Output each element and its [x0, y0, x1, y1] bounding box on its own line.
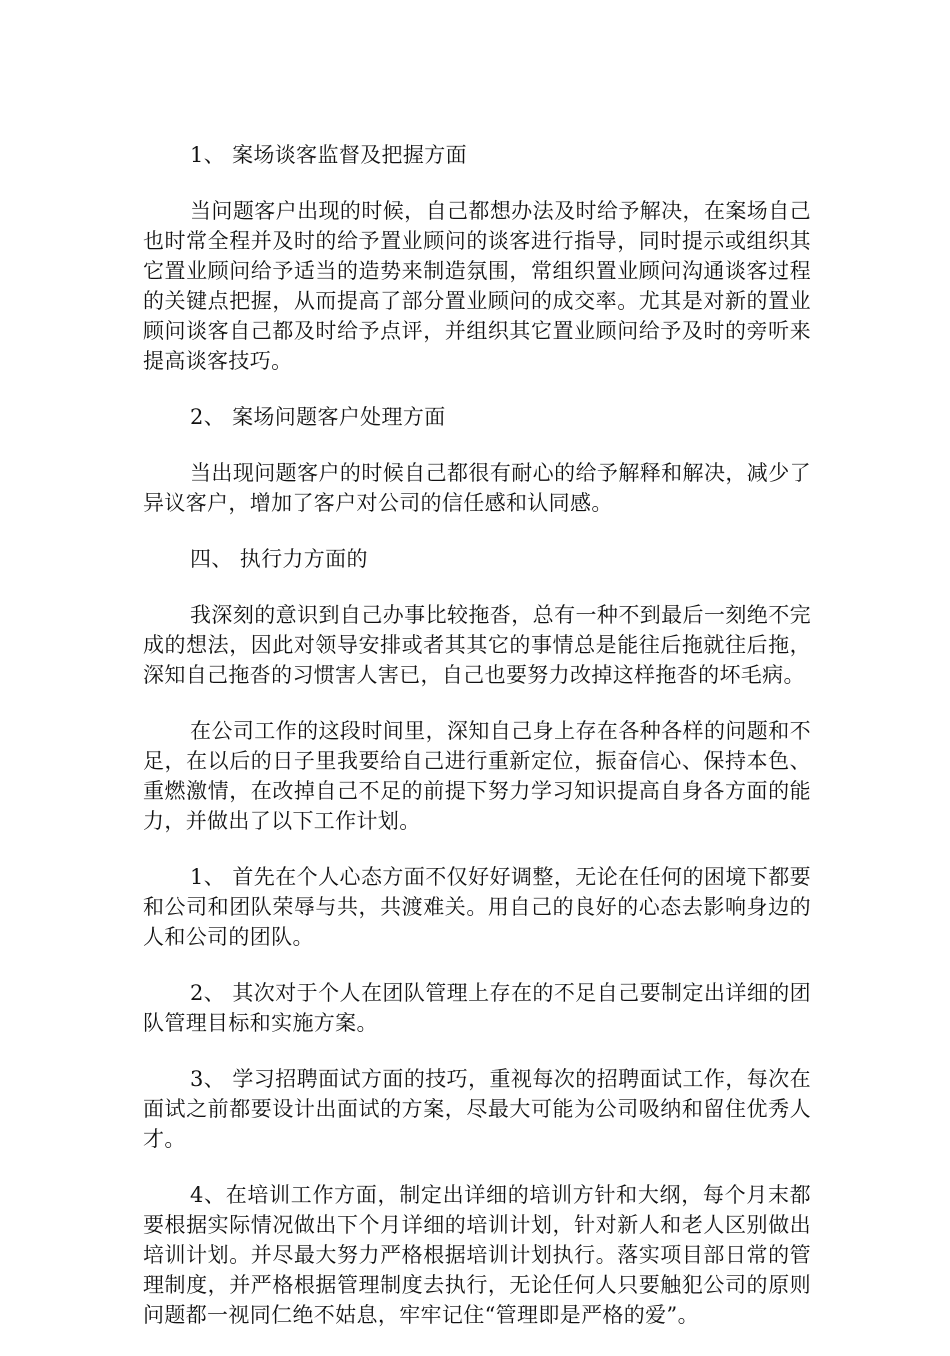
plan-item-mindset: 1、 首先在个人心态方面不仅好好调整，无论在任何的困境下都要和公司和团队荣辱与共，共渡难关。用自己的良好的心态去影响身边的人和公司的团队。	[143, 865, 811, 949]
paragraph-patience-explanation: 当出现问题客户的时候自己都很有耐心的给予解释和解决，减少了异议客户，增加了客户对公司的信任感和认同感。	[143, 461, 811, 515]
document-page	[143, 140, 811, 1356]
plan-item-training: 4、在培训工作方面，制定出详细的培训方针和大纲，每个月末都要根据实际情况做出下个月详细的培训计划，针对新人和老人区别做出培训计划。并尽最大努力严格根据培训计划执行。落实项目部日常的管理制度，并严格根据管理制度去执行，无论任何人只要触犯公司的原则问题都一视同仁绝不姑息，牢牢记住“管理即是严格的爱”。	[143, 1183, 811, 1327]
plan-item-recruitment: 3、 学习招聘面试方面的技巧，重视每次的招聘面试工作，每次在面试之前都要设计出面试的方案，尽最大可能为公司吸纳和留住优秀人才。	[143, 1067, 811, 1151]
paragraph-problem-customer-guidance: 当问题客户出现的时候，自己都想办法及时给予解决，在案场自己也时常全程并及时的给予置业顾问的谈客进行指导，同时提示或组织其它置业顾问给予适当的造势来制造氛围，常组织置业顾问沟通谈客过程的关键点把握，从而提高了部分置业顾问的成交率。尤其是对新的置业顾问谈客自己都及时给予点评，并组织其它置业顾问给予及时的旁听来提高谈客技巧。	[143, 199, 811, 373]
section-heading-negotiation-supervision: 1、 案场谈客监督及把握方面	[190, 143, 467, 167]
plan-item-team-management: 2、 其次对于个人在团队管理上存在的不足自己要制定出详细的团队管理目标和实施方案。	[143, 981, 811, 1035]
section-heading-problem-customer-handling: 2、 案场问题客户处理方面	[190, 405, 446, 429]
paragraph-self-improvement: 在公司工作的这段时间里，深知自己身上存在各种各样的问题和不足，在以后的日子里我要给自己进行重新定位，振奋信心、保持本色、重燃激情，在改掉自己不足的前提下努力学习知识提高自身各方面的能力，并做出了以下工作计划。	[143, 719, 811, 833]
paragraph-procrastination: 我深刻的意识到自己办事比较拖沓，总有一种不到最后一刻绝不完成的想法，因此对领导安排或者其其它的事情总是能往后拖就往后拖，深知自己拖沓的习惯害人害已，自己也要努力改掉这样拖沓的坏毛病。	[143, 603, 811, 687]
section-heading-execution: 四、 执行力方面的	[190, 547, 368, 571]
